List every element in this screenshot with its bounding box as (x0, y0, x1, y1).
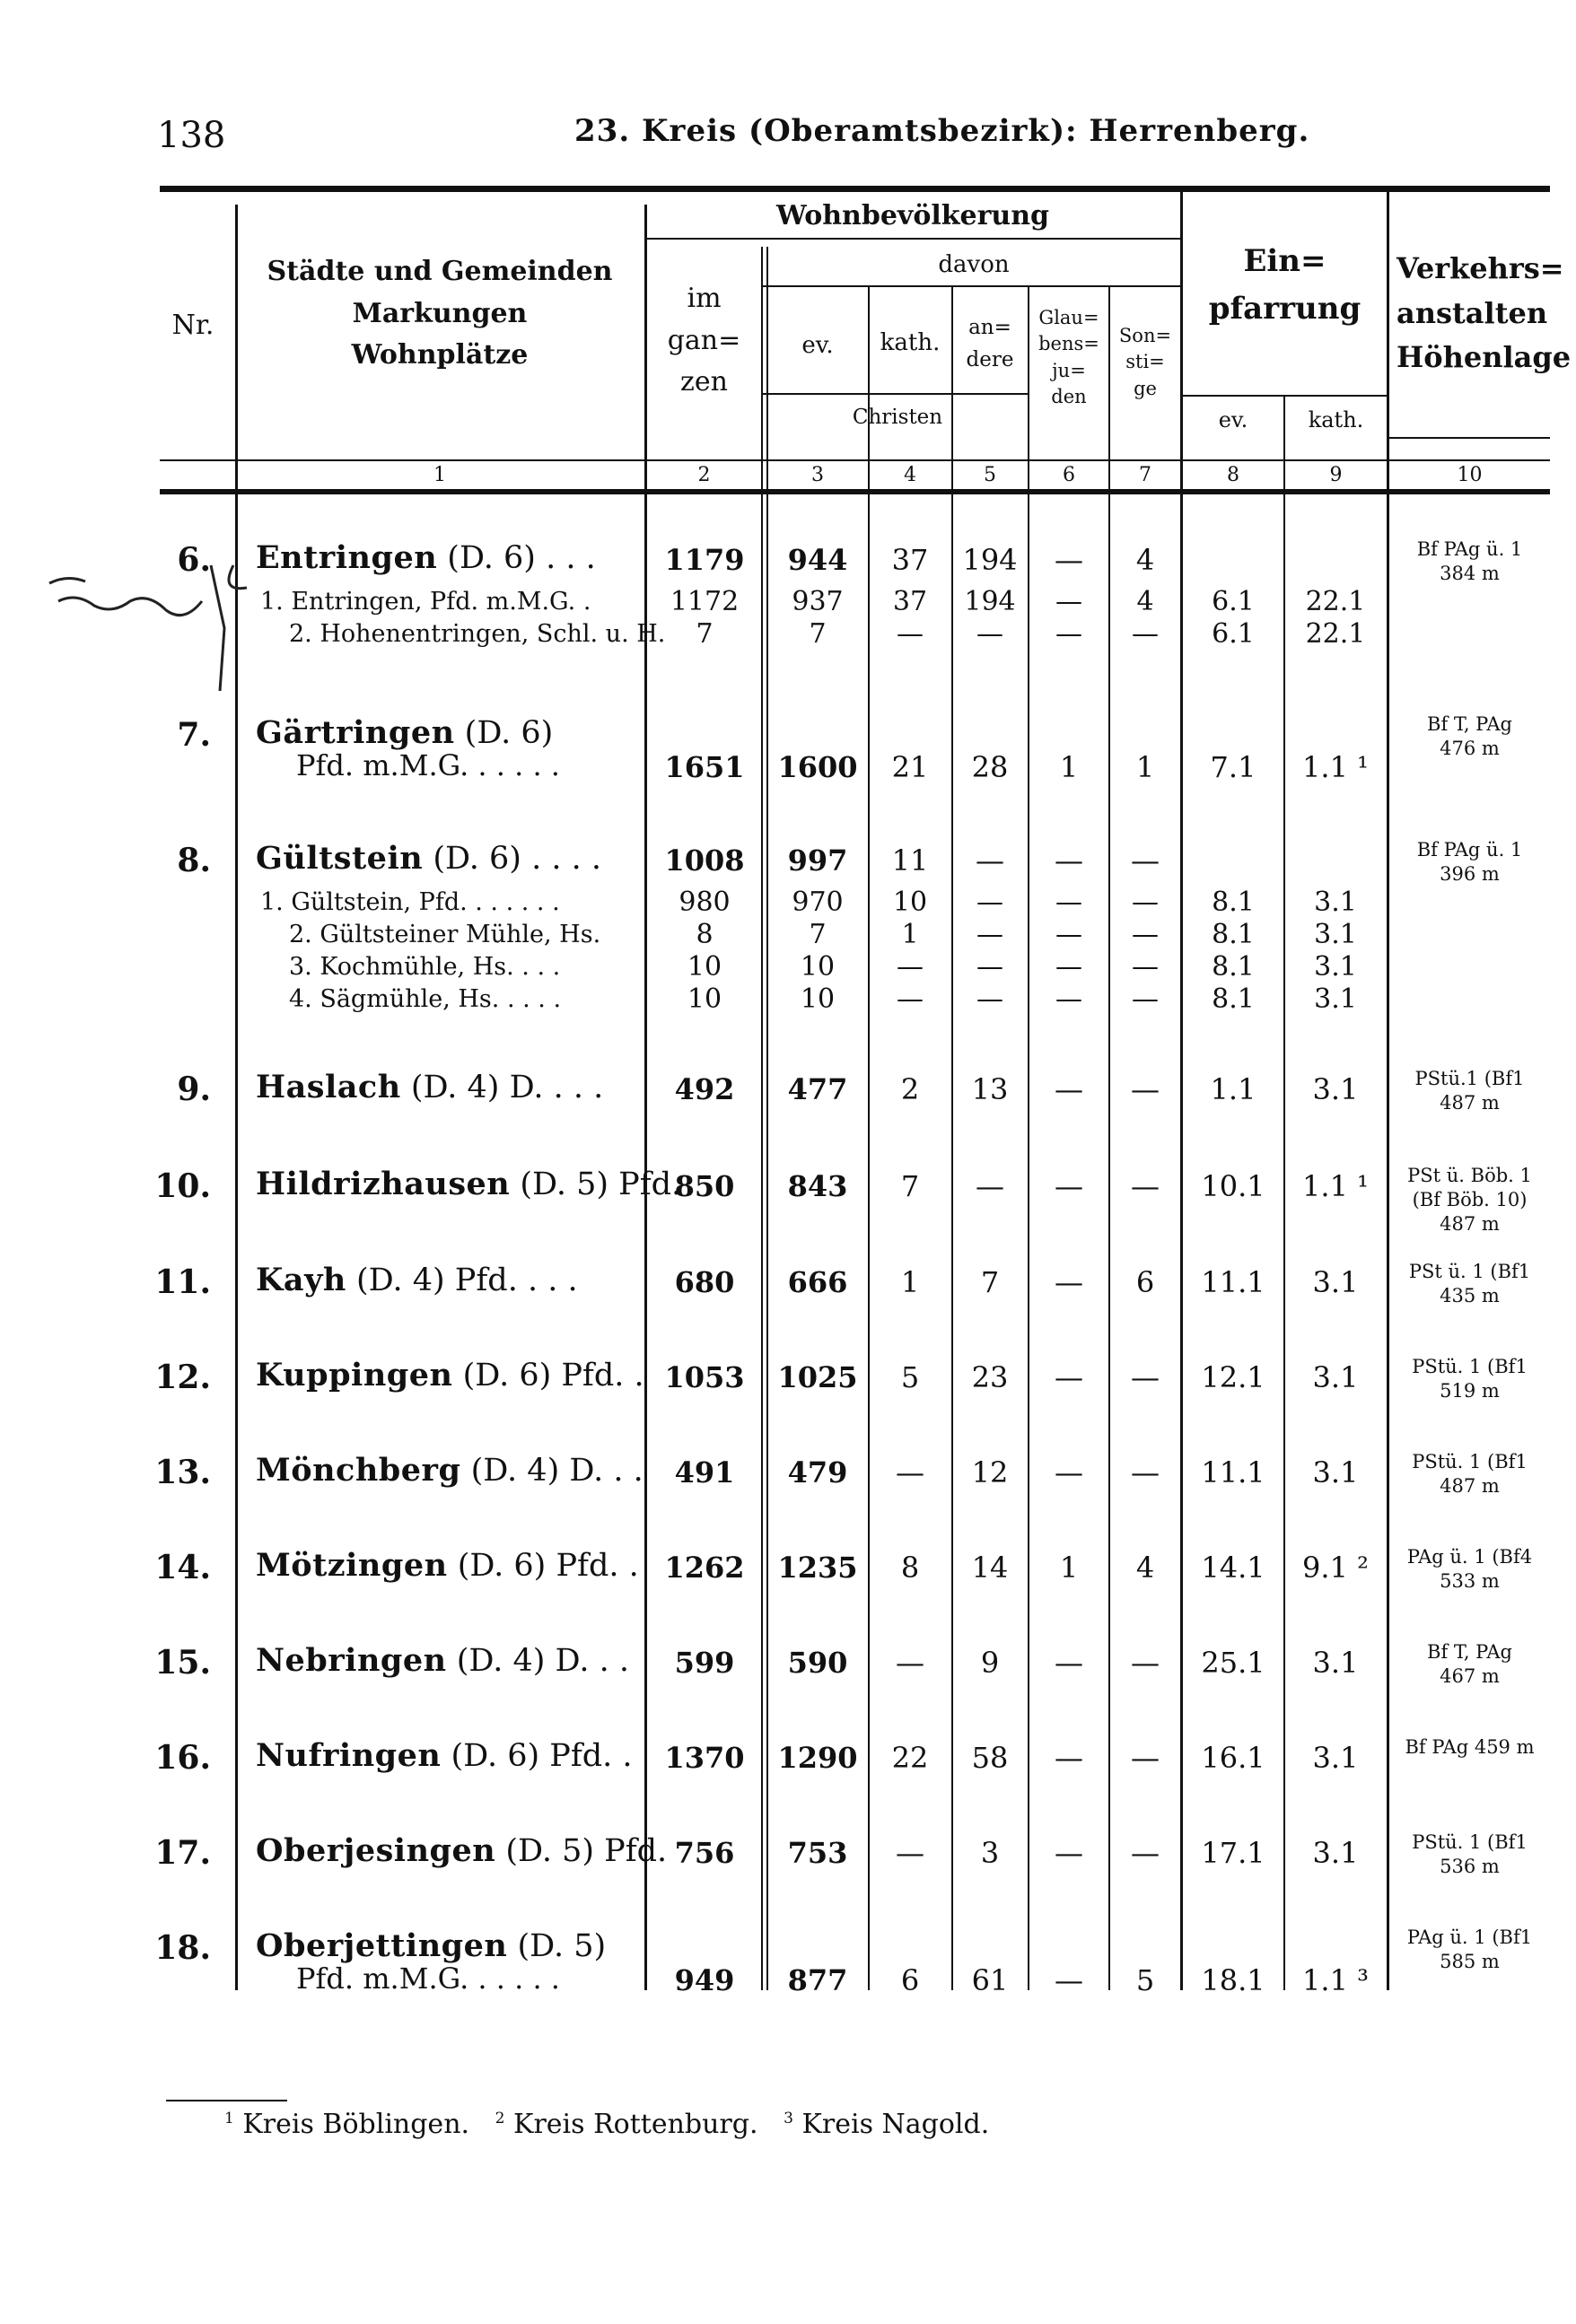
place-name (256, 1069, 603, 1105)
value-col-8: 18.1 (1201, 1963, 1265, 1997)
value-col-7: 1 (1135, 750, 1155, 784)
value-col-2: 1053 (664, 1360, 745, 1394)
value-col-9: 3.1 (1312, 1646, 1359, 1680)
value-col-8: 11.1 (1201, 1265, 1265, 1299)
row-number: 9. (177, 1070, 211, 1108)
row-number: 16. (154, 1739, 211, 1777)
header-names: Städte und Gemeinden Markungen Wohnplätze (267, 256, 613, 371)
sub-value-col-7: — (1132, 618, 1159, 650)
sub-value-col-9: 22.1 (1305, 618, 1366, 650)
value-col-9: 3.1 (1312, 1836, 1359, 1870)
value-col-4: 7 (900, 1169, 920, 1203)
sub-value-col-8: 8.1 (1212, 951, 1255, 983)
value-col-4: — (896, 1836, 924, 1870)
sub-value-col-5: — (976, 951, 1003, 983)
verkehr-line: 435 m (1440, 1285, 1500, 1306)
value-col-6: — (1055, 543, 1083, 577)
value-col-6: 1 (1059, 1551, 1079, 1585)
table-top-rule (160, 186, 1550, 192)
value-col-3: 666 (787, 1265, 848, 1299)
verkehr-line: 487 m (1440, 1213, 1500, 1235)
verkehr-line: Bf PAg 459 m (1405, 1736, 1535, 1758)
sub-value-col-4: — (897, 983, 924, 1015)
value-col-8: 7.1 (1210, 750, 1256, 784)
value-col-3: 1600 (777, 750, 858, 784)
value-col-2: 850 (674, 1169, 735, 1203)
value-col-9: 3.1 (1312, 1741, 1359, 1775)
sub-value-col-7: — (1132, 887, 1159, 918)
header-einpf-kath: kath. (1308, 407, 1364, 432)
sub-value-col-2: 10 (687, 951, 722, 983)
value-col-6: — (1055, 1455, 1083, 1490)
place-name-main: Kuppingen (256, 1357, 453, 1394)
sub-value-col-5: — (976, 919, 1003, 950)
value-col-7: 5 (1135, 1963, 1155, 1997)
verkehr-line: PStü. 1 (Bf1 (1412, 1451, 1528, 1472)
value-col-2: 491 (674, 1455, 735, 1490)
row-number: 13. (154, 1454, 211, 1491)
sub-value-col-4: 10 (892, 887, 928, 918)
value-col-4: 2 (900, 1072, 920, 1106)
sub-value-col-7: — (1132, 919, 1159, 950)
value-col-6: 1 (1059, 750, 1079, 784)
place-name-suffix: (D. 6) (454, 715, 554, 751)
header-andere: an= dere (966, 316, 1014, 371)
sub-value-col-3: 937 (792, 586, 844, 617)
value-col-8: 17.1 (1201, 1836, 1265, 1870)
header-bottom-rule (160, 489, 1550, 494)
value-col-6: — (1055, 1169, 1083, 1203)
value-col-3: 477 (787, 1072, 848, 1106)
verkehr-line: Bf PAg ü. 1 (1416, 538, 1523, 560)
sub-place-label: 4. Sägmühle, Hs. . . . . (289, 985, 562, 1013)
sub-value-col-3: 10 (800, 983, 836, 1015)
verkehr-line: 467 m (1440, 1665, 1500, 1687)
footnote-3: $^3$ Kreis Nagold. (784, 2109, 990, 2140)
place-name-main: Mönchberg (256, 1452, 461, 1489)
value-col-5: 3 (980, 1836, 1000, 1870)
value-col-9: 3.1 (1312, 1072, 1359, 1106)
place-name (256, 714, 553, 751)
col-line-3 (761, 247, 763, 1990)
value-col-8: 14.1 (1201, 1551, 1265, 1585)
value-col-4: 5 (900, 1360, 920, 1394)
value-col-5: 9 (980, 1646, 1000, 1680)
value-col-6: — (1055, 1963, 1083, 1997)
page-number: 138 (157, 115, 226, 156)
value-col-7: — (1131, 1072, 1160, 1106)
place-name-suffix: (D. 6) . . . . (423, 841, 601, 877)
header-einpf-ev: ev. (1218, 407, 1248, 432)
value-col-3: 997 (787, 843, 848, 878)
value-col-6: — (1055, 1836, 1083, 1870)
place-name-suffix: (D. 6) Pfd. . (447, 1548, 639, 1584)
verkehr-line: PAg ü. 1 (Bf4 (1406, 1546, 1533, 1568)
value-col-9: 1.1 ³ (1302, 1963, 1369, 1997)
row-number: 10. (154, 1167, 211, 1205)
sub-value-col-8: 8.1 (1212, 887, 1255, 918)
sub-value-col-7: — (1132, 983, 1159, 1015)
value-col-5: 13 (971, 1072, 1009, 1106)
header-verkehr: Verkehrs= anstalten Höhenlage (1397, 251, 1572, 375)
value-col-6: — (1055, 1646, 1083, 1680)
place-name-continuation: Pfd. m.M.G. . . . . . (296, 1961, 560, 1996)
value-col-3: 590 (787, 1646, 848, 1680)
value-col-7: 6 (1135, 1265, 1155, 1299)
header-glaubensjuden: Glau= bens= ju= den (1038, 307, 1099, 408)
value-col-3: 479 (787, 1455, 848, 1490)
sub-value-col-8: 6.1 (1212, 618, 1255, 650)
col-line-4 (868, 285, 870, 1990)
sub-value-col-4: — (897, 951, 924, 983)
value-col-5: — (976, 843, 1004, 878)
place-name-main: Mötzingen (256, 1547, 448, 1584)
sub-value-col-9: 3.1 (1314, 887, 1357, 918)
value-col-8: 10.1 (1201, 1169, 1265, 1203)
place-name-suffix: (D. 6) . . . (437, 540, 596, 576)
verkehr-line: Bf T, PAg (1427, 713, 1512, 735)
value-col-6: — (1055, 1265, 1083, 1299)
place-name (256, 1166, 681, 1202)
sub-value-col-3: 10 (800, 951, 836, 983)
verkehr-line: PAg ü. 1 (Bf1 (1406, 1926, 1533, 1948)
col-line-7 (1108, 285, 1110, 1990)
row-number: 8. (177, 842, 211, 879)
place-name (256, 1357, 644, 1394)
header-nr: Nr. (171, 310, 215, 341)
value-col-4: 37 (891, 543, 929, 577)
sub-value-col-6: — (1055, 951, 1082, 983)
sub-value-col-6: — (1055, 586, 1082, 617)
value-col-8: 1.1 (1210, 1072, 1256, 1106)
sub-value-col-4: 1 (901, 919, 919, 950)
col-line-3b (766, 247, 768, 1990)
sub-place-label: 2. Hohenentringen, Schl. u. H. (289, 620, 666, 648)
place-name-main: Oberjettingen (256, 1927, 508, 1964)
verkehr-line: 487 m (1440, 1475, 1500, 1497)
colnum-7: 7 (1139, 464, 1151, 486)
value-col-4: 8 (900, 1551, 920, 1585)
colnum-rule (160, 459, 1550, 461)
value-col-7: — (1131, 843, 1160, 878)
sub-value-col-8: 8.1 (1212, 919, 1255, 950)
header-im-ganzen: im gan= zen (667, 283, 741, 398)
place-name-suffix: (D. 6) Pfd. . (441, 1738, 633, 1774)
value-col-7: — (1131, 1741, 1160, 1775)
value-col-3: 843 (787, 1169, 848, 1203)
sub-value-col-3: 7 (809, 618, 827, 650)
value-col-6: — (1055, 1360, 1083, 1394)
place-name (256, 1737, 633, 1774)
row-number: 18. (154, 1929, 211, 1967)
verkehr-rule (1387, 437, 1550, 439)
value-col-8: 12.1 (1201, 1360, 1265, 1394)
place-name-continuation: Pfd. m.M.G. . . . . . (296, 748, 560, 782)
value-col-2: 680 (674, 1265, 735, 1299)
place-name-suffix: (D. 4) D. . . (446, 1643, 629, 1679)
value-col-9: 9.1 ² (1302, 1551, 1369, 1585)
sub-value-col-2: 1172 (670, 586, 740, 617)
sub-value-col-4: — (897, 618, 924, 650)
place-name-main: Kayh (256, 1262, 346, 1298)
col-line-6 (1028, 285, 1029, 1990)
footnote-1: $^1$ Kreis Böblingen. (224, 2109, 470, 2140)
sub-value-col-8: 8.1 (1212, 983, 1255, 1015)
sub-value-col-9: 3.1 (1314, 983, 1357, 1015)
sub-place-label: 1. Entringen, Pfd. m.M.G. . (260, 588, 591, 616)
verkehr-line: 384 m (1440, 563, 1500, 584)
value-col-5: 7 (980, 1265, 1000, 1299)
value-col-5: 28 (971, 750, 1009, 784)
place-name (256, 1642, 629, 1679)
place-name (256, 840, 601, 877)
sub-value-col-2: 10 (687, 983, 722, 1015)
sub-value-col-8: 6.1 (1212, 586, 1255, 617)
footnote-2: $^2$ Kreis Rottenburg. (495, 2109, 758, 2140)
place-name-suffix: (D. 5) Pfd. (495, 1833, 668, 1869)
place-name-suffix: (D. 5) Pfd. (510, 1166, 682, 1202)
value-col-4: 1 (900, 1265, 920, 1299)
sub-value-col-2: 7 (696, 618, 714, 650)
sub-place-label: 2. Gültsteiner Mühle, Hs. (289, 921, 601, 948)
verkehr-line: PStü.1 (Bf1 (1414, 1068, 1525, 1089)
value-col-4: 21 (891, 750, 929, 784)
sub-value-col-6: — (1055, 919, 1082, 950)
value-col-5: — (976, 1169, 1004, 1203)
header-ev: ev. (801, 332, 834, 359)
value-col-7: — (1131, 1169, 1160, 1203)
value-col-4: 11 (891, 843, 929, 878)
sub-value-col-7: 4 (1136, 586, 1154, 617)
value-col-9: 1.1 ¹ (1302, 750, 1369, 784)
value-col-7: 4 (1135, 543, 1155, 577)
value-col-3: 1235 (777, 1551, 858, 1585)
verkehr-line: 519 m (1440, 1380, 1500, 1402)
sub-value-col-6: — (1055, 983, 1082, 1015)
row-number: 14. (154, 1549, 211, 1586)
verkehr-line: 396 m (1440, 863, 1500, 885)
row-number: 12. (154, 1359, 211, 1396)
row-number: 7. (177, 716, 211, 754)
row-number: 15. (154, 1644, 211, 1682)
sub-value-col-5: — (976, 618, 1003, 650)
value-col-4: 22 (891, 1741, 929, 1775)
value-col-2: 1370 (664, 1741, 745, 1775)
verkehr-line: Bf PAg ü. 1 (1416, 839, 1523, 861)
header-christen: Christen (852, 406, 943, 429)
place-name (256, 1262, 578, 1298)
colnum-9: 9 (1329, 464, 1343, 486)
value-col-2: 1008 (664, 843, 745, 878)
value-col-7: — (1131, 1646, 1160, 1680)
value-col-3: 1290 (777, 1741, 858, 1775)
colnum-3: 3 (811, 464, 824, 486)
wohnbev-rule (646, 238, 1180, 240)
row-number: 17. (154, 1834, 211, 1872)
christen-rule (763, 393, 1028, 395)
place-name-suffix: (D. 4) D. . . . (400, 1070, 604, 1105)
value-col-8: 11.1 (1201, 1455, 1265, 1490)
sub-value-col-2: 980 (679, 887, 731, 918)
colnum-2: 2 (697, 464, 711, 486)
value-col-2: 949 (674, 1963, 735, 1997)
footnotes (224, 2109, 989, 2140)
verkehr-line: PSt ü. 1 (Bf1 (1408, 1261, 1531, 1282)
value-col-5: 61 (971, 1963, 1009, 1997)
value-col-7: — (1131, 1836, 1160, 1870)
row-number: 11. (154, 1263, 211, 1301)
value-col-2: 756 (674, 1836, 735, 1870)
value-col-5: 194 (962, 543, 1018, 577)
verkehr-line: 487 m (1440, 1092, 1500, 1114)
sub-value-col-5: 194 (964, 586, 1016, 617)
colnum-6: 6 (1063, 464, 1075, 486)
place-name-main: Hildrizhausen (256, 1166, 511, 1202)
footnote-rule (166, 2100, 287, 2101)
place-name-suffix: (D. 4) Pfd. . . . (346, 1262, 578, 1298)
col-line-5 (951, 285, 953, 1990)
verkehr-line: Bf T, PAg (1427, 1641, 1512, 1663)
value-col-7: — (1131, 1360, 1160, 1394)
place-name-main: Nufringen (256, 1737, 442, 1774)
sub-value-col-9: 22.1 (1305, 586, 1366, 617)
verkehr-line: 476 m (1440, 738, 1500, 759)
value-col-2: 599 (674, 1646, 735, 1680)
value-col-3: 877 (787, 1963, 848, 1997)
value-col-3: 753 (787, 1836, 848, 1870)
value-col-5: 14 (971, 1551, 1009, 1585)
place-name (256, 1927, 606, 1964)
value-col-2: 492 (674, 1072, 735, 1106)
header-wohnbevoelkerung: Wohnbevölkerung (775, 200, 1050, 232)
colnum-8: 8 (1227, 464, 1239, 486)
sub-value-col-9: 3.1 (1314, 919, 1357, 950)
place-name-main: Gültstein (256, 840, 424, 877)
sub-place-label: 1. Gültstein, Pfd. . . . . . . (260, 888, 560, 916)
row-number: 6. (177, 541, 211, 579)
sub-value-col-9: 3.1 (1314, 951, 1357, 983)
value-col-4: — (896, 1646, 924, 1680)
place-name-suffix: (D. 5) (507, 1928, 607, 1964)
header-sonstige: Son= sti= ge (1118, 325, 1172, 399)
value-col-2: 1262 (664, 1551, 745, 1585)
value-col-8: 25.1 (1201, 1646, 1265, 1680)
verkehr-line: PStü. 1 (Bf1 (1412, 1831, 1528, 1853)
value-col-6: — (1055, 1741, 1083, 1775)
place-name-main: Gärtringen (256, 714, 455, 751)
value-col-9: 3.1 (1312, 1455, 1359, 1490)
value-col-2: 1179 (664, 543, 745, 577)
value-col-9: 1.1 ¹ (1302, 1169, 1369, 1203)
sub-value-col-3: 7 (809, 919, 827, 950)
place-name-main: Oberjesingen (256, 1832, 496, 1869)
place-name (256, 1832, 667, 1869)
page-title: 23. Kreis (Oberamtsbezirk): Herrenberg. (574, 113, 1310, 149)
colnum-5: 5 (984, 464, 996, 486)
sub-value-col-5: — (976, 983, 1003, 1015)
colnum-10: 10 (1457, 464, 1483, 486)
place-name-suffix: (D. 4) D. . . (460, 1453, 644, 1489)
sub-value-col-6: — (1055, 887, 1082, 918)
place-name (256, 1452, 644, 1489)
value-col-5: 23 (971, 1360, 1009, 1394)
place-name-main: Haslach (256, 1069, 401, 1105)
value-col-3: 1025 (777, 1360, 858, 1394)
value-col-9: 3.1 (1312, 1360, 1359, 1394)
value-col-6: — (1055, 843, 1083, 878)
verkehr-line: PStü. 1 (Bf1 (1412, 1356, 1528, 1377)
place-name-suffix: (D. 6) Pfd. . (452, 1358, 644, 1394)
value-col-7: — (1131, 1455, 1160, 1490)
value-col-4: 6 (900, 1963, 920, 1997)
sub-value-col-2: 8 (696, 919, 714, 950)
place-name (256, 1547, 639, 1584)
value-col-5: 12 (971, 1455, 1009, 1490)
value-col-9: 3.1 (1312, 1265, 1359, 1299)
value-col-3: 944 (787, 543, 848, 577)
sub-place-label: 3. Kochmühle, Hs. . . . (289, 953, 561, 981)
sub-value-col-5: — (976, 887, 1003, 918)
sub-value-col-6: — (1055, 618, 1082, 650)
verkehr-line: 533 m (1440, 1570, 1500, 1592)
value-col-2: 1651 (664, 750, 745, 784)
davon-rule (763, 285, 1180, 287)
place-name-main: Entringen (256, 539, 438, 576)
verkehr-line: 585 m (1440, 1951, 1500, 1972)
value-col-5: 58 (971, 1741, 1009, 1775)
value-col-4: — (896, 1455, 924, 1490)
colnum-4: 4 (904, 464, 916, 486)
header-kath: kath. (880, 329, 941, 356)
place-name-main: Nebringen (256, 1642, 447, 1679)
header-einpfarrung: Ein= pfarrung (1208, 243, 1361, 327)
header-davon: davon (938, 251, 1010, 278)
sub-value-col-7: — (1132, 951, 1159, 983)
value-col-7: 4 (1135, 1551, 1155, 1585)
verkehr-line: PSt ü. Böb. 1 (1407, 1165, 1532, 1186)
colnum-1: 1 (433, 464, 446, 486)
sub-value-col-4: 37 (892, 586, 928, 617)
col-line-2 (644, 205, 647, 1990)
verkehr-line: 536 m (1440, 1856, 1500, 1877)
place-name (256, 539, 596, 576)
value-col-6: — (1055, 1072, 1083, 1106)
value-col-8: 16.1 (1201, 1741, 1265, 1775)
sub-value-col-3: 970 (792, 887, 844, 918)
verkehr-line: (Bf Böb. 10) (1412, 1189, 1528, 1210)
